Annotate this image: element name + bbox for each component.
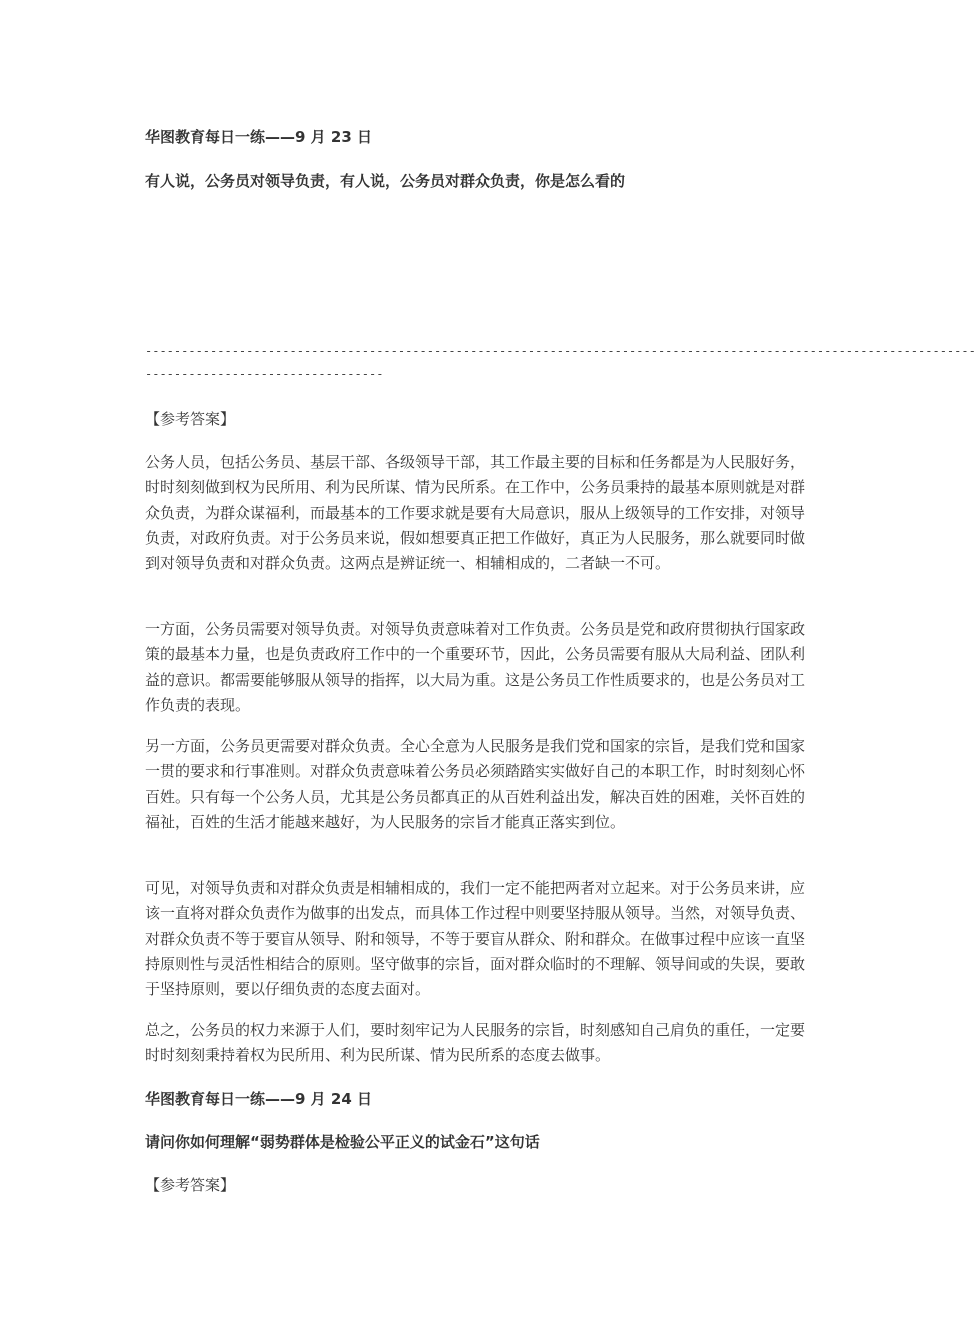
day1-title: 华图教育每日一练——9 月 23 日 [145,128,372,146]
answer-paragraph-4: 可见，对领导负责和对群众负责是相辅相成的，我们一定不能把两者对立起来。对于公务员来讲，应该一直将对群众负责作为做事的出发点，而具体工作过程中则要坚持服从领导。当然，对领导负责、对群众负责不等于要盲从领导、附和领导，不等于要盲从群众、附和群众。在做事过程中应该一直坚持原则性与灵活性相结合的原则。坚守做事的宗旨，面对群众临时的不理解、领导间或的失误，要敢于坚持原则，要以仔细负责的态度去面对。 [145,879,806,999]
answer-paragraph-1: 公务人员，包括公务员、基层干部、各级领导干部，其工作最主要的目标和任务都是为人民服好务，时时刻刻做到权为民所用、利为民所谋、情为民所系。在工作中，公务员秉持的最基本原则就是对群众负责，为群众谋福利，而最基本的工作要求就是要有大局意识，服从上级领导的工作安排，对领导负责，对政府负责。对于公务员来说，假如想要真正把工作做好，真正为人民服务，那么就要同时做到对领导负责和对群众负责。这两点是辨证统一、相辅相成的，二者缺一不可。 [145,453,806,573]
answer-paragraph-2: 一方面，公务员需要对领导负责。对领导负责意味着对工作负责。公务员是党和政府贯彻执行国家政策的最基本力量，也是负责政府工作中的一个重要环节，因此，公务员需要有服从大局利益、团队利益的意识。都需要能够服从领导的指挥，以大局为重。这是公务员工作性质要求的，也是公务员对工作负责的表现。 [145,620,806,714]
answer-paragraph-3: 另一方面，公务员更需要对群众负责。全心全意为人民服务是我们党和国家的宗旨，是我们党和国家一贯的要求和行事准则。对群众负责意味着公务员必须踏踏实实做好自己的本职工作，时时刻刻心怀百姓。只有每一个公务人员，尤其是公务员都真正的从百姓利益出发，解决百姓的困难，关怀百姓的福祉，百姓的生活才能越来越好，为人民服务的宗旨才能真正落实到位。 [145,737,806,831]
day1-question: 有人说，公务员对领导负责，有人说，公务员对群众负责，你是怎么看的 [145,172,626,190]
day2-answer-label: 【参考答案】 [145,1176,236,1194]
separator-line-2: --------------------------------- [145,367,384,381]
day2-question: 请问你如何理解“弱势群体是检验公平正义的试金石”这句话 [145,1133,540,1151]
day1-answer-label: 【参考答案】 [145,410,236,428]
day2-title: 华图教育每日一练——9 月 24 日 [145,1090,372,1108]
answer-paragraph-5: 总之，公务员的权力来源于人们，要时刻牢记为人民服务的宗旨，时刻感知自己肩负的重任，一定要时时刻刻秉持着权为民所用、利为民所谋、情为民所系的态度去做事。 [145,1021,806,1065]
separator-line-1: ------------------------------------------------------------------------------------------------------------------- [145,344,976,358]
